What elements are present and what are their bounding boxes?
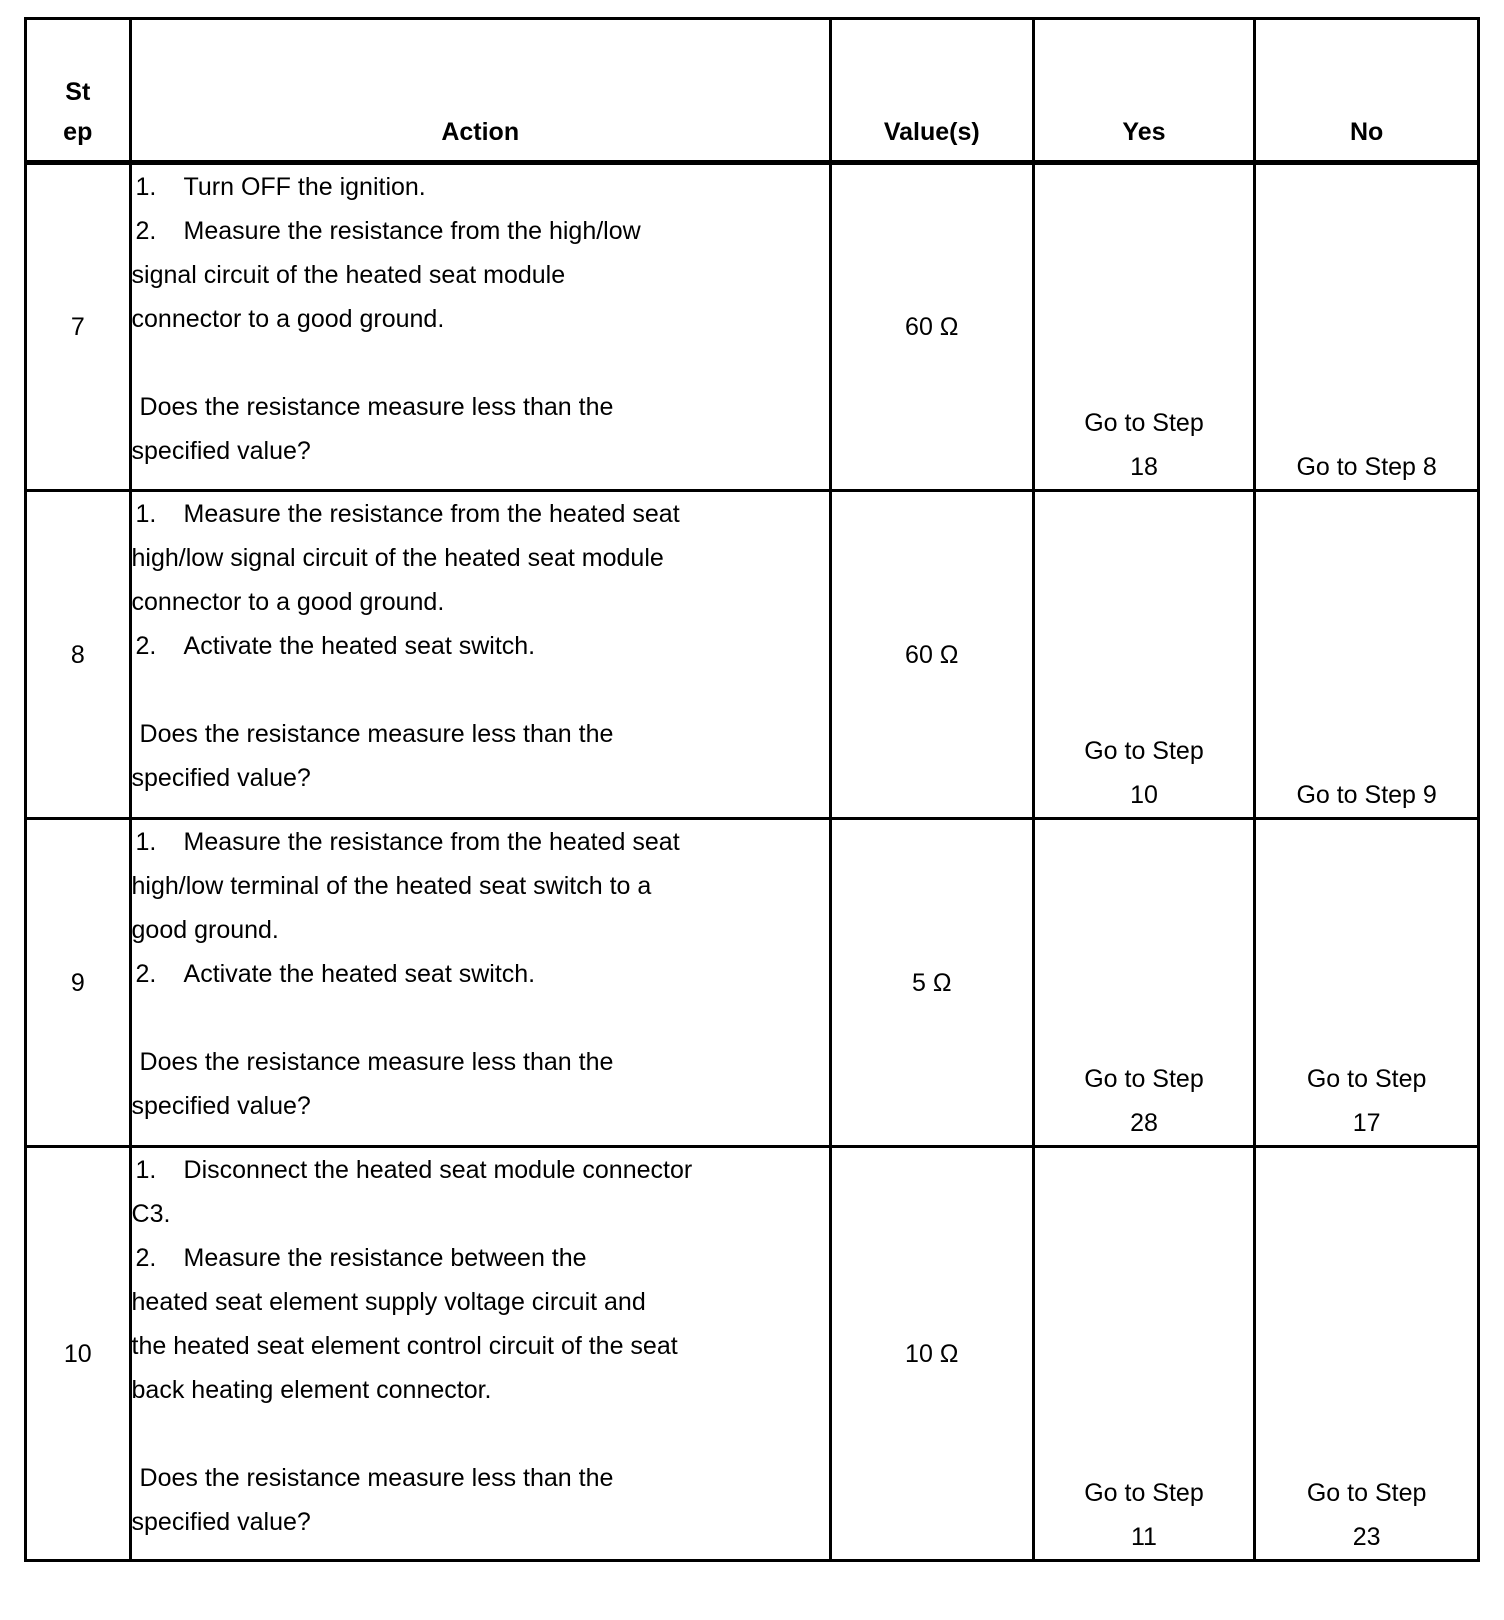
action-line bbox=[132, 1324, 829, 1368]
no-result-line: Go to Step bbox=[1306, 1479, 1427, 1507]
action-cell bbox=[130, 1147, 830, 1561]
action-item-number: 1. bbox=[135, 173, 157, 201]
action-text: Turn OFF the ignition. bbox=[183, 173, 426, 201]
action-text: Disconnect the heated seat module connector bbox=[183, 1156, 693, 1184]
yes-result-line: 28 bbox=[1130, 1109, 1158, 1137]
action-text: the heated seat element control circuit of the seat bbox=[131, 1332, 678, 1360]
specified-value: 60 Ω bbox=[830, 163, 1033, 491]
action-line bbox=[132, 1368, 829, 1412]
action-line bbox=[132, 952, 829, 996]
header-step-line1: St bbox=[65, 78, 91, 106]
action-gap bbox=[132, 341, 829, 385]
header-row bbox=[26, 19, 1479, 163]
action-cell bbox=[130, 491, 830, 819]
action-question: Does the resistance measure less than the bbox=[139, 1048, 614, 1076]
action-item-number: 2. bbox=[135, 217, 157, 245]
action-text: C3. bbox=[131, 1200, 171, 1228]
specified-value: 60 Ω bbox=[830, 491, 1033, 819]
no-result bbox=[1255, 819, 1479, 1147]
yes-result bbox=[1033, 163, 1255, 491]
action-question: specified value? bbox=[131, 1092, 311, 1120]
action-question: Does the resistance measure less than the bbox=[139, 720, 614, 748]
action-text: Measure the resistance between the bbox=[183, 1244, 587, 1272]
action-item-number: 1. bbox=[135, 1156, 157, 1184]
action-question: specified value? bbox=[131, 764, 311, 792]
action-question: specified value? bbox=[131, 437, 311, 465]
header-step-line2: ep bbox=[63, 118, 93, 146]
action-question: specified value? bbox=[131, 1508, 311, 1536]
action-item-number: 1. bbox=[135, 828, 157, 856]
action-line bbox=[132, 1192, 829, 1236]
yes-result-line: Go to Step bbox=[1084, 1479, 1204, 1507]
action-question: Does the resistance measure less than the bbox=[139, 393, 614, 421]
action-line bbox=[132, 536, 829, 580]
yes-result-line: 11 bbox=[1130, 1523, 1157, 1551]
header-no: No bbox=[1255, 19, 1479, 163]
action-text: Measure the resistance from the high/low bbox=[183, 217, 641, 245]
action-item-number: 2. bbox=[135, 1244, 157, 1272]
no-result-line: 17 bbox=[1352, 1109, 1381, 1137]
yes-result bbox=[1033, 819, 1255, 1147]
step-number: 9 bbox=[26, 819, 131, 1147]
action-text: Measure the resistance from the heated seat bbox=[183, 500, 680, 528]
action-text: Activate the heated seat switch. bbox=[183, 960, 536, 988]
header-values: Value(s) bbox=[830, 19, 1033, 163]
yes-result-line: 10 bbox=[1130, 781, 1158, 809]
action-line bbox=[132, 908, 829, 952]
yes-result-line: Go to Step bbox=[1084, 409, 1204, 437]
no-result-line: Go to Step 9 bbox=[1296, 781, 1437, 809]
action-line bbox=[132, 209, 829, 253]
action-gap bbox=[132, 1412, 829, 1456]
table-row bbox=[26, 819, 1479, 1147]
action-text: Activate the heated seat switch. bbox=[183, 632, 536, 660]
yes-result bbox=[1033, 1147, 1255, 1561]
action-text: signal circuit of the heated seat module bbox=[131, 261, 566, 289]
yes-result-line: 18 bbox=[1130, 453, 1158, 481]
no-result bbox=[1255, 1147, 1479, 1561]
action-text: high/low signal circuit of the heated seat module bbox=[131, 544, 664, 572]
header-action: Action bbox=[130, 19, 830, 163]
action-line bbox=[132, 624, 829, 668]
action-line bbox=[132, 1280, 829, 1324]
specified-value: 5 Ω bbox=[830, 819, 1033, 1147]
header-yes: Yes bbox=[1033, 19, 1255, 163]
action-text: heated seat element supply voltage circuit and bbox=[131, 1288, 646, 1316]
action-gap bbox=[132, 996, 829, 1040]
no-result-line: Go to Step bbox=[1306, 1065, 1427, 1093]
action-item-number: 2. bbox=[135, 632, 157, 660]
action-text: good ground. bbox=[131, 916, 279, 944]
no-result bbox=[1255, 163, 1479, 491]
action-text: Measure the resistance from the heated seat bbox=[183, 828, 680, 856]
action-text: connector to a good ground. bbox=[131, 588, 445, 616]
action-line bbox=[132, 864, 829, 908]
action-line bbox=[132, 297, 829, 341]
action-text: high/low terminal of the heated seat switch to a bbox=[131, 872, 652, 900]
action-line bbox=[132, 1148, 829, 1192]
action-text: connector to a good ground. bbox=[131, 305, 445, 333]
table-row bbox=[26, 1147, 1479, 1561]
action-line bbox=[132, 580, 829, 624]
no-result-line: Go to Step 8 bbox=[1296, 453, 1437, 481]
header-step bbox=[26, 19, 131, 163]
no-result-line: 23 bbox=[1352, 1523, 1381, 1551]
yes-result-line: Go to Step bbox=[1084, 737, 1204, 765]
action-cell bbox=[130, 819, 830, 1147]
action-question: Does the resistance measure less than the bbox=[139, 1464, 614, 1492]
action-item-number: 1. bbox=[135, 500, 157, 528]
no-result bbox=[1255, 491, 1479, 819]
step-number: 7 bbox=[26, 163, 131, 491]
action-gap bbox=[132, 668, 829, 712]
step-number: 10 bbox=[26, 1147, 131, 1561]
table-row bbox=[26, 491, 1479, 819]
action-item-number: 2. bbox=[135, 960, 157, 988]
action-line bbox=[132, 820, 829, 864]
yes-result bbox=[1033, 491, 1255, 819]
action-line bbox=[132, 1236, 829, 1280]
table-body bbox=[26, 163, 1479, 1561]
step-number: 8 bbox=[26, 491, 131, 819]
table-row bbox=[26, 163, 1479, 491]
action-line bbox=[132, 492, 829, 536]
specified-value: 10 Ω bbox=[830, 1147, 1033, 1561]
action-line bbox=[132, 253, 829, 297]
action-line bbox=[132, 165, 829, 209]
action-text: back heating element connector. bbox=[131, 1376, 492, 1404]
action-cell bbox=[130, 163, 830, 491]
diagnostic-table bbox=[24, 17, 1480, 1562]
yes-result-line: Go to Step bbox=[1084, 1065, 1204, 1093]
